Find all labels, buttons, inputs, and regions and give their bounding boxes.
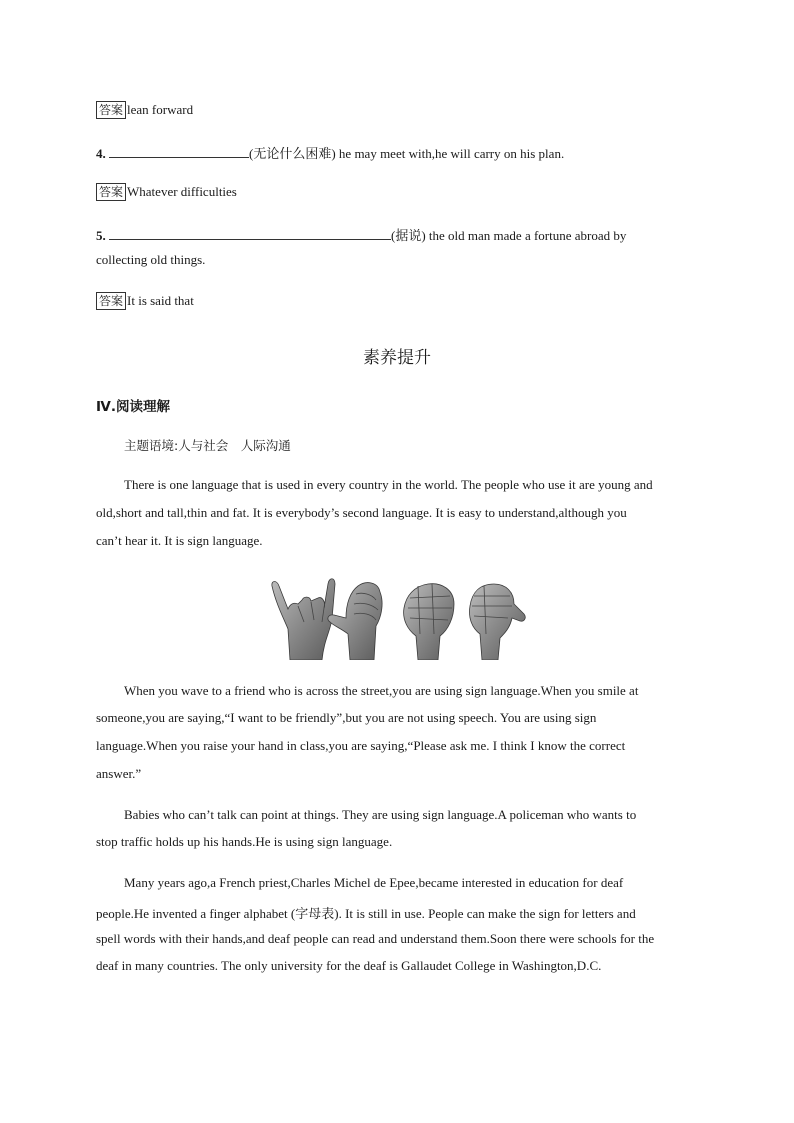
question-4 xyxy=(96,143,564,162)
passage-line: old,short and tall,thin and fat. It is everybody’s second language. It is easy to understand,although you xyxy=(96,505,627,520)
question-5-number: 5. xyxy=(96,228,106,243)
theme-context: 主题语境:人与社会 人际沟通 xyxy=(124,438,291,453)
question-5-blank xyxy=(109,227,391,240)
hand-sign-3 xyxy=(404,584,454,660)
passage-line: language.When you raise your hand in class,you are saying,“Please ask me. I think I know the correct xyxy=(96,738,626,753)
answer-3-text: lean forward xyxy=(127,102,194,117)
answer-5 xyxy=(96,292,194,310)
passage-line: When you wave to a friend who is across the street,you are using sign language.When you smile at xyxy=(124,683,639,698)
answer-4 xyxy=(96,183,237,201)
question-4-hint: (无论什么困难) xyxy=(249,146,336,161)
passage-line: Many years ago,a French priest,Charles Michel de Epee,became interested in education for deaf xyxy=(124,875,624,890)
answer-5-text: It is said that xyxy=(127,293,194,308)
question-5-text: the old man made a fortune abroad by xyxy=(425,228,627,243)
answer-4-text: Whatever difficulties xyxy=(127,184,237,199)
question-4-number: 4. xyxy=(96,146,106,161)
answer-badge: 答案 xyxy=(96,183,126,201)
hand-sign-2 xyxy=(328,583,382,660)
passage-line: answer.” xyxy=(96,766,142,781)
question-5-line2: collecting old things. xyxy=(96,252,206,267)
passage-line: deaf in many countries. The only university for the deaf is Gallaudet College in Washington,D.C. xyxy=(96,958,602,973)
answer-badge: 答案 xyxy=(96,101,126,119)
passage-line: There is one language that is used in every country in the world. The people who use it are young and xyxy=(124,477,653,492)
reading-heading: Ⅳ.阅读理解 xyxy=(96,399,170,415)
passage-line: stop traffic holds up his hands.He is using sign language. xyxy=(96,834,393,849)
sign-language-hands-image xyxy=(268,574,526,660)
question-4-text: he may meet with,he will carry on his plan. xyxy=(335,146,565,161)
passage-line: people.He invented a finger alphabet (字母表). It is still in use. People can make the sign for letters and xyxy=(96,906,636,921)
passage-line: someone,you are saying,“I want to be friendly”,but you are not using speech. You are using sign xyxy=(96,710,597,725)
passage-line: spell words with their hands,and deaf people can read and understand them.Soon there were schools for the xyxy=(96,931,655,946)
question-4-blank xyxy=(109,145,249,158)
passage-line: can’t hear it. It is sign language. xyxy=(96,533,263,548)
answer-badge: 答案 xyxy=(96,292,126,310)
section-title: 素养提升 xyxy=(363,348,431,368)
hand-sign-1 xyxy=(272,579,335,660)
passage-line: Babies who can’t talk can point at things. They are using sign language.A policeman who wants to xyxy=(124,807,637,822)
question-5 xyxy=(96,225,626,244)
hand-sign-4 xyxy=(469,584,525,660)
question-5-hint: (据说) xyxy=(391,228,426,243)
answer-3 xyxy=(96,101,193,119)
